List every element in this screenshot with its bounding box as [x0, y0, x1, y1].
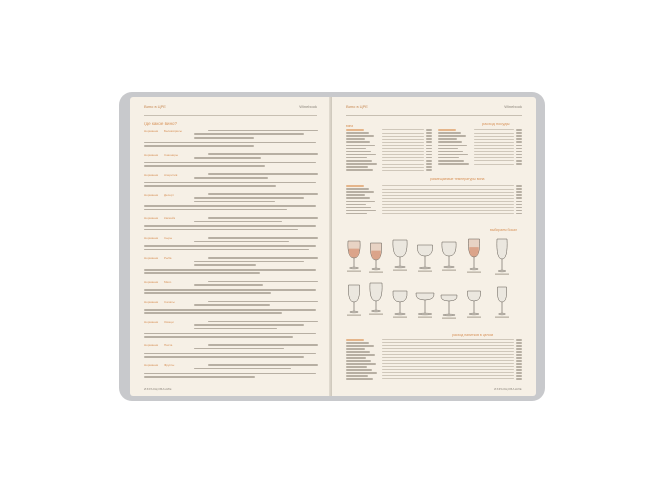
table-cell	[346, 372, 377, 374]
left-header-right: Winebook	[299, 104, 317, 109]
text-line	[144, 312, 282, 314]
table-value	[516, 378, 522, 380]
table-cell	[346, 342, 369, 344]
text-line	[208, 281, 318, 283]
leader-line	[382, 198, 514, 199]
glasses-title: выбираем бокал	[490, 228, 518, 232]
table-value	[516, 372, 522, 374]
table-cell	[346, 148, 366, 150]
text-line	[144, 373, 316, 375]
left-item-sub: Рыба	[164, 256, 172, 261]
table-value	[516, 354, 522, 356]
text-line	[144, 225, 316, 227]
left-item-label: Нормання	[144, 256, 159, 261]
text-line	[194, 324, 304, 326]
left-item-sub: Паста	[164, 343, 173, 348]
table-cell	[438, 138, 457, 140]
table-cell	[346, 166, 368, 168]
leader-line	[382, 360, 514, 361]
left-page-header	[144, 104, 317, 114]
table-cell	[346, 357, 366, 359]
leader-line	[474, 145, 514, 146]
table-value	[426, 163, 432, 165]
text-line	[144, 165, 265, 167]
left-item-sub: Овощи	[164, 319, 174, 324]
text-line	[144, 272, 260, 274]
table-value	[426, 154, 432, 156]
table-value	[426, 129, 432, 131]
table-value	[426, 138, 432, 140]
table-value	[516, 201, 522, 203]
table-value	[516, 185, 522, 187]
text-line	[194, 133, 304, 135]
table-cell	[346, 201, 375, 203]
temperature-title: размещаемые температуры вина	[430, 177, 485, 181]
right-footer: ИЗРАЗЦОВАНИЕ	[494, 387, 522, 391]
left-item-sub: Мясо	[164, 279, 172, 284]
table-value	[516, 129, 522, 131]
leader-line	[474, 148, 514, 149]
text-line	[144, 229, 298, 231]
table-cell	[438, 135, 466, 137]
table-value	[516, 132, 522, 134]
left-item-sub: Аперитив	[164, 172, 178, 177]
table-value	[426, 169, 432, 171]
table-value	[516, 138, 522, 140]
leader-line	[474, 129, 514, 130]
table-value	[516, 141, 522, 143]
table-value	[516, 357, 522, 359]
leader-line	[382, 354, 514, 355]
text-line	[194, 368, 291, 370]
wine-glass-icon	[441, 295, 457, 319]
left-item-label: Нормання	[144, 152, 159, 157]
leader-line	[382, 160, 424, 161]
leader-line	[474, 133, 514, 134]
leader-line	[382, 192, 514, 193]
leader-line	[382, 204, 514, 205]
left-section-title: где какое вино?	[144, 121, 178, 126]
leader-line	[382, 151, 424, 152]
text-line	[144, 356, 304, 358]
table-cell	[438, 157, 459, 159]
table-value	[516, 197, 522, 199]
leader-line	[382, 357, 514, 358]
leader-line	[382, 145, 424, 146]
wine-glass-icon	[417, 245, 432, 272]
table-value	[516, 207, 522, 209]
table-value	[426, 145, 432, 147]
wine-glass-icon	[393, 291, 407, 318]
table-value	[516, 342, 522, 344]
table-cell	[346, 375, 368, 377]
text-line	[144, 185, 276, 187]
table-value	[516, 135, 522, 137]
left-page	[130, 97, 331, 396]
leader-line	[382, 210, 514, 211]
left-item-label: Нормання	[144, 363, 159, 368]
text-line	[208, 321, 318, 323]
text-line	[144, 162, 316, 164]
leader-line	[382, 372, 514, 373]
table-value	[516, 154, 522, 156]
table-cell	[346, 345, 374, 347]
leader-line	[382, 339, 514, 340]
leader-line	[474, 139, 514, 140]
table-cell	[346, 129, 364, 131]
right-header-rule	[346, 115, 522, 116]
left-header-rule	[144, 115, 317, 116]
wine-glass-icon	[442, 242, 456, 271]
table-value	[426, 141, 432, 143]
table-value	[516, 345, 522, 347]
table-value	[516, 163, 522, 165]
text-line	[194, 348, 284, 350]
wine-glass-icon	[393, 240, 407, 271]
text-line	[144, 289, 316, 291]
leader-line	[382, 195, 514, 196]
table-cell	[346, 154, 376, 156]
text-line	[194, 177, 268, 179]
text-line	[144, 353, 316, 355]
leader-line	[474, 136, 514, 137]
text-line	[194, 241, 289, 243]
table-value	[426, 157, 432, 159]
right-header-right: Winebook	[504, 104, 522, 109]
table-value	[516, 160, 522, 162]
leader-line	[474, 151, 514, 152]
table-cell	[346, 191, 374, 193]
leader-line	[382, 157, 424, 158]
table-cell	[346, 369, 372, 371]
table-value	[516, 366, 522, 368]
table-cell	[346, 135, 374, 137]
table-value	[516, 148, 522, 150]
leader-line	[474, 157, 514, 158]
table-cell	[438, 129, 456, 131]
leader-line	[382, 345, 514, 346]
table-value	[426, 166, 432, 168]
leader-line	[474, 142, 514, 143]
leader-line	[382, 375, 514, 376]
leader-line	[474, 160, 514, 161]
text-line	[208, 153, 318, 155]
table-value	[516, 210, 522, 212]
consumption-title: расход напитков в целом	[452, 333, 493, 337]
wine-glasses-illustration	[342, 235, 526, 329]
leader-line	[382, 378, 514, 379]
leader-line	[382, 136, 424, 137]
table-value	[516, 360, 522, 362]
table-cell	[438, 148, 458, 150]
left-footer: ИЗРАЗЦОВАНИЕ	[144, 387, 172, 391]
leader-line	[382, 201, 514, 202]
text-line	[144, 309, 316, 311]
table-cell	[346, 185, 364, 187]
table-value	[516, 369, 522, 371]
leader-line	[382, 170, 424, 171]
table-cell	[438, 154, 468, 156]
dishes-table-title: расход посуды	[482, 121, 510, 126]
text-line	[144, 376, 255, 378]
left-item-sub: Сыры	[164, 236, 173, 241]
text-line	[208, 237, 318, 239]
table-cell	[346, 360, 371, 362]
table-value	[426, 135, 432, 137]
text-line	[144, 182, 316, 184]
left-item-sub: Белка/ирисы	[164, 129, 182, 133]
table-value	[516, 191, 522, 193]
right-page	[332, 97, 536, 396]
text-line	[144, 205, 316, 207]
table-cell	[438, 151, 463, 153]
table-cell	[346, 151, 371, 153]
left-item-sub: Фрукты	[164, 363, 175, 368]
table-value	[516, 188, 522, 190]
text-line	[144, 145, 254, 147]
leader-line	[382, 366, 514, 367]
text-line	[208, 344, 318, 346]
leader-line	[382, 129, 424, 130]
leader-line	[382, 167, 424, 168]
text-line	[194, 304, 270, 306]
left-item-label: Нормання	[144, 129, 159, 133]
table-cell	[346, 194, 365, 196]
leader-line	[382, 207, 514, 208]
leader-line	[382, 139, 424, 140]
table-cell	[346, 366, 367, 368]
table-value	[516, 363, 522, 365]
table-cell	[346, 363, 376, 365]
left-item-sub: Капкейк	[164, 216, 176, 221]
table-value	[426, 132, 432, 134]
left-item-label: Нормання	[144, 343, 159, 348]
wine-glass-icon	[369, 283, 383, 315]
table-value	[516, 339, 522, 341]
text-line	[194, 201, 275, 203]
wine-table-title: вина	[346, 124, 354, 128]
text-line	[194, 197, 304, 199]
text-line	[208, 193, 318, 195]
text-line	[194, 221, 282, 223]
text-line	[208, 364, 318, 366]
table-cell	[346, 213, 367, 215]
text-line	[144, 292, 271, 294]
left-item-label: Нормання	[144, 279, 159, 284]
text-line	[194, 137, 254, 139]
table-cell	[346, 169, 373, 171]
table-cell	[346, 188, 369, 190]
leader-line	[382, 213, 514, 214]
table-value	[426, 151, 432, 153]
table-value	[516, 145, 522, 147]
leader-line	[382, 369, 514, 370]
left-header-title: Вино в ЦРЕ	[144, 104, 166, 109]
text-line	[208, 301, 318, 303]
table-value	[516, 157, 522, 159]
table-cell	[346, 157, 367, 159]
table-cell	[346, 145, 375, 147]
table-cell	[438, 160, 464, 162]
table-cell	[438, 132, 461, 134]
text-line	[208, 217, 318, 219]
table-cell	[346, 351, 370, 353]
leader-line	[474, 154, 514, 155]
table-cell	[346, 197, 370, 199]
leader-line	[382, 133, 424, 134]
table-value	[516, 213, 522, 215]
table-cell	[346, 207, 371, 209]
table-cell	[346, 210, 376, 212]
leader-line	[382, 154, 424, 155]
text-line	[208, 173, 318, 175]
text-line	[144, 333, 316, 335]
left-item-sub: Сакониры	[164, 152, 179, 157]
leader-line	[382, 363, 514, 364]
left-item-label: Нормання	[144, 216, 159, 221]
leader-line	[382, 189, 514, 190]
leader-line	[382, 342, 514, 343]
text-line	[144, 209, 287, 211]
text-line	[194, 284, 263, 286]
table-cell	[346, 132, 369, 134]
table-value	[516, 194, 522, 196]
table-cell	[346, 339, 364, 341]
table-cell	[346, 138, 365, 140]
wine-glass-icon	[467, 291, 481, 318]
wine-glass-icon	[347, 241, 361, 272]
text-line	[194, 261, 304, 263]
right-page-header	[346, 104, 522, 114]
table-cell	[346, 354, 375, 356]
table-cell	[438, 145, 467, 147]
table-value	[516, 375, 522, 377]
leader-line	[382, 351, 514, 352]
text-line	[144, 245, 316, 247]
leader-line	[382, 185, 514, 186]
table-cell	[438, 141, 462, 143]
right-header-title: Вино в ЦРЕ	[346, 104, 368, 109]
table-cell	[346, 160, 372, 162]
text-line	[208, 257, 318, 259]
left-item-sub: Десерт	[164, 192, 174, 197]
wine-glass-icon	[347, 285, 361, 316]
text-line	[194, 157, 261, 159]
text-line	[144, 336, 293, 338]
table-value	[516, 351, 522, 353]
table-cell	[438, 163, 469, 165]
text-line	[194, 328, 277, 330]
table-value	[516, 151, 522, 153]
text-line	[194, 264, 256, 266]
left-item-label: Нормання	[144, 299, 159, 304]
table-value	[516, 204, 522, 206]
table-value	[426, 148, 432, 150]
table-cell	[346, 378, 373, 380]
left-item-label: Нормання	[144, 192, 159, 197]
leader-line	[474, 164, 514, 165]
left-item-label: Нормання	[144, 319, 159, 324]
left-item-sub: Салаты	[164, 299, 175, 304]
table-cell	[346, 163, 377, 165]
table-cell	[346, 141, 370, 143]
text-line	[144, 269, 316, 271]
wine-glass-icon	[495, 287, 509, 318]
left-item-label: Нормання	[144, 172, 159, 177]
table-value	[516, 348, 522, 350]
leader-line	[382, 348, 514, 349]
text-line	[144, 249, 309, 251]
table-cell	[346, 348, 365, 350]
wine-glass-icon	[369, 243, 383, 273]
left-item-label: Нормання	[144, 236, 159, 241]
wine-glass-icon	[416, 293, 434, 318]
table-cell	[346, 204, 366, 206]
wine-glass-icon	[467, 239, 481, 273]
leader-line	[382, 164, 424, 165]
leader-line	[382, 142, 424, 143]
text-line	[144, 142, 316, 144]
wine-glass-icon	[495, 239, 509, 275]
table-value	[426, 160, 432, 162]
leader-line	[382, 148, 424, 149]
